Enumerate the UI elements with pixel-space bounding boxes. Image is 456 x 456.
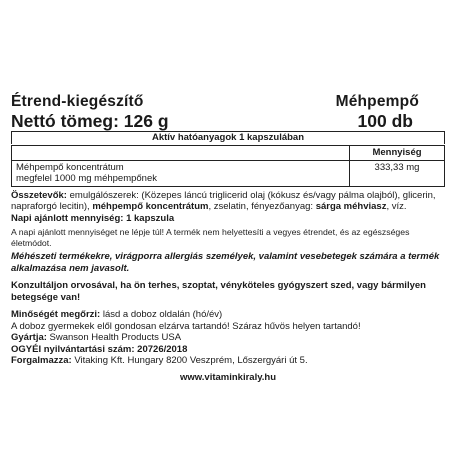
manufacturer-text: Swanson Health Products USA xyxy=(46,332,182,343)
ingredients-part3: , zselatin, fényezőanyag: xyxy=(208,201,316,212)
distributor xyxy=(11,355,445,367)
active-table-caption: Aktív hatóanyagok 1 kapszulában xyxy=(11,131,445,144)
storage-note: A doboz gyermekek elől gondosan elzárva tartandó! Száraz hűvös helyen tartandó! xyxy=(11,320,361,332)
label-header-row xyxy=(11,92,445,111)
active-ingredients-table xyxy=(11,145,445,187)
best-before-label: Minőségét megőrzi: xyxy=(11,309,101,320)
best-before-text: lásd a doboz oldalán (hó/év) xyxy=(100,309,223,320)
distributor-label: Forgalmazza: xyxy=(11,355,72,366)
table-row xyxy=(12,160,445,186)
capsule-count: 100 db xyxy=(357,111,413,131)
ingredient-name-line1: Méhpempő koncentrátum xyxy=(16,161,124,173)
product-name: Méhpempő xyxy=(335,93,419,110)
best-before xyxy=(11,309,445,321)
manufacturer-label: Gyártja: xyxy=(11,332,47,343)
ingredient-name-line2: megfelel 1000 mg méhpempőnek xyxy=(16,173,158,184)
website-link[interactable]: www.vitaminkiraly.hu xyxy=(179,371,277,383)
ingredients-label: Összetevők: xyxy=(11,189,67,201)
table-header-empty xyxy=(12,146,350,161)
ingredient-amount-cell: 333,33 mg xyxy=(350,160,445,186)
ingredients-part1: emulgálószerek: (Közepes láncú triglicerid olaj (kókusz és/vagy pálma olajból), glicerin, napraforgó lecitin), xyxy=(11,189,436,212)
amount-column-header: Mennyiség xyxy=(350,146,445,161)
manufacturer xyxy=(11,332,445,344)
ogyei-number: OGYÉI nyilvántartási szám: 20726/2018 xyxy=(11,343,188,355)
category-heading: Étrend-kiegészítő xyxy=(11,93,144,110)
ingredient-name-cell xyxy=(12,160,350,186)
ingredients-part5: , víz. xyxy=(386,201,407,212)
daily-dose: Napi ajánlott mennyiség: 1 kapszula xyxy=(11,212,175,224)
consult-warning: Konzultáljon orvosával, ha ön terhes, szoptat, vényköteles gyógyszert szed, vagy bármilyen betegsége van! xyxy=(11,280,426,303)
table-header-row xyxy=(12,146,445,161)
ingredients-part4: sárga méhviasz xyxy=(315,201,387,212)
ingredients-part2: méhpempő koncentrátum xyxy=(92,201,209,212)
ingredients-text xyxy=(11,190,445,213)
weight-row xyxy=(11,111,445,131)
dose-warning: A napi ajánlott mennyiséget ne lépje túl! A termék nem helyettesíti a vegyes étrendet, és az egészséges életmódot. xyxy=(11,227,410,248)
net-weight: Nettó tömeg: 126 g xyxy=(11,111,169,131)
product-label xyxy=(11,92,445,383)
distributor-text: Vitaking Kft. Hungary 8200 Veszprém, Lőszergyári út 5. xyxy=(71,355,308,366)
allergy-warning: Méhészeti termékekre, virágporra allergiás személyek, valamint vesebetegek számára a termék alkalmazása nem javasolt. xyxy=(11,251,440,274)
